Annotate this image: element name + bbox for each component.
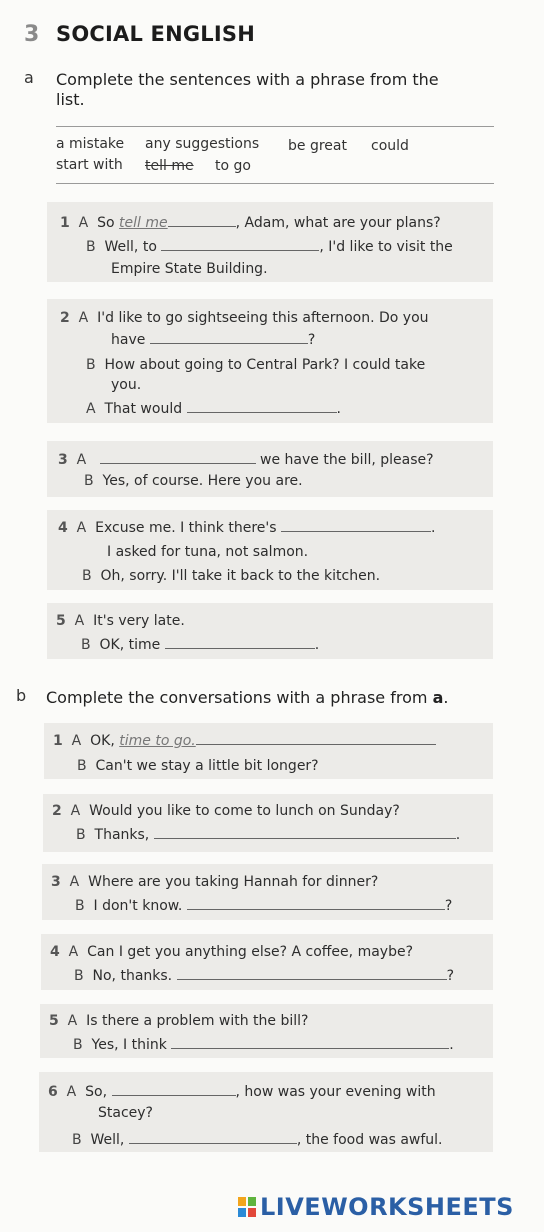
a1-line-a: 1 A So tell me , Adam, what are your plans? — [60, 215, 441, 231]
b3-line-a: 3 A Where are you taking Hannah for dinner? — [51, 874, 379, 890]
speaker-label: A — [78, 310, 89, 326]
b2-line-b: B Thanks, . — [76, 827, 461, 843]
speaker-label: A — [68, 944, 79, 960]
answer-blank[interactable] — [171, 1035, 449, 1049]
answer-blank[interactable] — [100, 450, 256, 464]
item-number: 2 — [60, 310, 70, 326]
answer-blank[interactable] — [165, 635, 315, 649]
speaker-label: B — [82, 568, 92, 584]
a2-line-e: A That would . — [86, 401, 341, 417]
b5-line-a: 5 A Is there a problem with the bill? — [49, 1013, 309, 1029]
liveworksheets-logo-icon — [238, 1197, 256, 1217]
speaker-label: B — [72, 1132, 82, 1148]
b2-line-a: 2 A Would you like to come to lunch on Sunday? — [52, 803, 400, 819]
item-number: 5 — [56, 613, 66, 629]
answer-blank[interactable] — [112, 1082, 236, 1096]
a4-line-c: B Oh, sorry. I'll take it back to the kitchen. — [82, 568, 381, 584]
example-answer: time to go. — [119, 733, 196, 749]
speaker-label: B — [86, 239, 96, 255]
answer-blank[interactable] — [177, 966, 447, 980]
a4-line-a: 4 A Excuse me. I think there's . — [58, 520, 436, 536]
speaker-label: A — [76, 452, 87, 468]
answer-blank[interactable] — [161, 237, 319, 251]
item-number: 5 — [49, 1013, 59, 1029]
a2-line-c: B How about going to Central Park? I could take — [86, 357, 426, 373]
a3-line-a: 3 A we have the bill, please? — [58, 452, 434, 468]
a2-line-a: 2 A I'd like to go sightseeing this afternoon. Do you — [60, 310, 429, 326]
b3-line-b: B I don't know. ? — [75, 898, 453, 914]
b6-line-c: B Well, , the food was awful. — [72, 1132, 443, 1148]
item-number: 6 — [48, 1084, 58, 1100]
answer-blank[interactable] — [196, 731, 436, 745]
section-number: 3 — [24, 22, 40, 47]
speaker-label: A — [69, 874, 80, 890]
speaker-label: B — [75, 898, 85, 914]
phrase-box-top-rule — [56, 126, 494, 127]
speaker-label: A — [86, 401, 96, 417]
a2-line-b: have ? — [111, 332, 316, 348]
answer-blank[interactable] — [129, 1130, 297, 1144]
speaker-label: B — [74, 968, 84, 984]
answer-blank[interactable] — [150, 330, 308, 344]
answer-blank[interactable] — [168, 213, 236, 227]
a5-line-b: B OK, time . — [81, 637, 320, 653]
speaker-label: A — [70, 803, 81, 819]
phrase-item: could — [371, 138, 409, 154]
part-b-instruction: Complete the conversations with a phrase from a. — [46, 688, 449, 707]
speaker-label: B — [76, 827, 86, 843]
b6-line-a: 6 A So, , how was your evening with — [48, 1084, 436, 1100]
b4-line-a: 4 A Can I get you anything else? A coffee, maybe? — [50, 944, 413, 960]
part-a-letter: a — [24, 68, 34, 87]
phrase-item: to go — [215, 158, 251, 174]
part-a-instruction-line1: Complete the sentences with a phrase from the — [56, 70, 439, 89]
a4-line-b: I asked for tuna, not salmon. — [107, 544, 309, 560]
answer-blank[interactable] — [281, 518, 431, 532]
speaker-label: B — [84, 473, 94, 489]
speaker-label: A — [76, 520, 87, 536]
speaker-label: B — [73, 1037, 83, 1053]
speaker-label: A — [71, 733, 82, 749]
section-title: SOCIAL ENGLISH — [56, 22, 255, 46]
speaker-label: A — [66, 1084, 77, 1100]
liveworksheets-logo — [238, 1192, 514, 1222]
item-number: 1 — [53, 733, 63, 749]
phrase-item: any suggestions — [145, 136, 260, 152]
item-number: 1 — [60, 215, 70, 231]
speaker-label: A — [74, 613, 85, 629]
speaker-label: A — [78, 215, 89, 231]
answer-blank[interactable] — [187, 896, 445, 910]
item-number: 3 — [51, 874, 61, 890]
answer-blank[interactable] — [187, 399, 337, 413]
a3-line-b: B Yes, of course. Here you are. — [84, 473, 303, 489]
b4-line-b: B No, thanks. ? — [74, 968, 455, 984]
liveworksheets-logo-text: LIVEWORKSHEETS — [260, 1193, 514, 1221]
item-number: 2 — [52, 803, 62, 819]
b1-line-a: 1 A OK, time to go. — [53, 731, 436, 750]
b1-line-b: B Can't we stay a little bit longer? — [77, 758, 319, 774]
item-number: 4 — [58, 520, 68, 536]
item-number: 3 — [58, 452, 68, 468]
b6-line-b: Stacey? — [98, 1105, 153, 1121]
part-b-letter: b — [16, 686, 27, 705]
a2-line-d: you. — [111, 377, 142, 393]
phrase-item: be great — [288, 138, 347, 154]
speaker-label: B — [81, 637, 91, 653]
speaker-label: B — [86, 357, 96, 373]
a5-line-a: 5 A It's very late. — [56, 613, 185, 629]
b5-line-b: B Yes, I think . — [73, 1037, 454, 1053]
answer-blank[interactable] — [154, 825, 456, 839]
part-a-instruction-line2: list. — [56, 90, 85, 109]
phrase-item: start with — [56, 157, 123, 173]
phrase-item: a mistake — [56, 136, 125, 152]
speaker-label: B — [77, 758, 87, 774]
a1-line-c: Empire State Building. — [111, 261, 268, 277]
phrase-box-bottom-rule — [56, 183, 494, 184]
a1-line-b: B Well, to , I'd like to visit the — [86, 239, 453, 255]
phrase-item-used: tell me — [145, 158, 194, 174]
item-number: 4 — [50, 944, 60, 960]
example-answer: tell me — [119, 215, 168, 231]
speaker-label: A — [67, 1013, 78, 1029]
